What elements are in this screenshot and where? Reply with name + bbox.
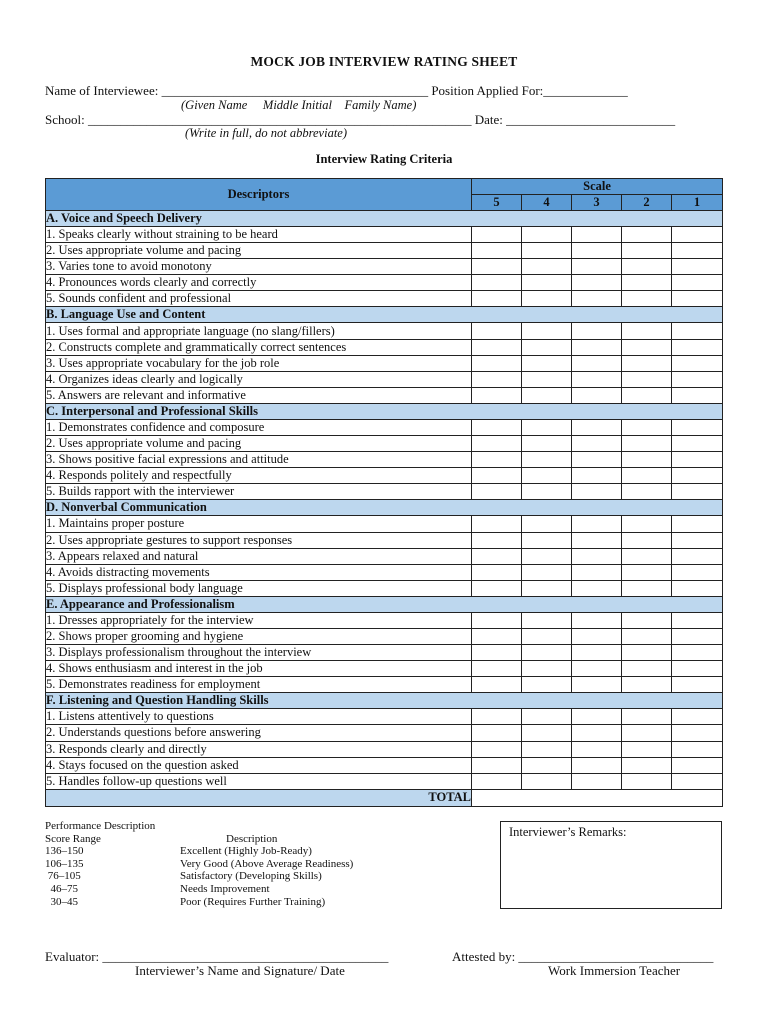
criteria-label: 1. Demonstrates confidence and composure — [46, 419, 472, 435]
score-cell-2[interactable] — [622, 371, 672, 387]
score-cell-3[interactable] — [572, 259, 622, 275]
score-cell-5[interactable] — [472, 436, 522, 452]
criteria-row — [46, 612, 723, 628]
score-cell-2[interactable] — [622, 452, 672, 468]
score-cell-1[interactable] — [672, 645, 723, 661]
score-cell-3[interactable] — [572, 339, 622, 355]
criteria-row — [46, 323, 723, 339]
score-cell-2[interactable] — [622, 709, 672, 725]
score-cell-5[interactable] — [472, 773, 522, 789]
score-cell-1[interactable] — [672, 227, 723, 243]
score-cell-4[interactable] — [522, 259, 572, 275]
score-cell-1[interactable] — [672, 532, 723, 548]
score-cell-4[interactable] — [522, 532, 572, 548]
score-cell-1[interactable] — [672, 628, 723, 644]
score-cell-1[interactable] — [672, 484, 723, 500]
remarks-label: Interviewer’s Remarks: — [509, 825, 627, 839]
score-cell-1[interactable] — [672, 259, 723, 275]
criteria-row — [46, 452, 723, 468]
score-cell-2[interactable] — [622, 725, 672, 741]
score-cell-3[interactable] — [572, 580, 622, 596]
score-cell-5[interactable] — [472, 661, 522, 677]
score-cell-4[interactable] — [522, 628, 572, 644]
score-cell-3[interactable] — [572, 387, 622, 403]
score-cell-5[interactable] — [472, 741, 522, 757]
score-cell-5[interactable] — [472, 355, 522, 371]
criteria-label: 5. Handles follow-up questions well — [46, 773, 472, 789]
criteria-row — [46, 339, 723, 355]
score-cell-3[interactable] — [572, 628, 622, 644]
total-score-cell[interactable] — [472, 789, 723, 806]
criteria-label: 4. Avoids distracting movements — [46, 564, 472, 580]
criteria-row — [46, 628, 723, 644]
score-cell-5[interactable] — [472, 291, 522, 307]
criteria-label: 3. Varies tone to avoid monotony — [46, 259, 472, 275]
score-range-header: Score Range — [45, 832, 101, 845]
criteria-label: 4. Stays focused on the question asked — [46, 757, 472, 773]
criteria-label: 3. Responds clearly and directly — [46, 741, 472, 757]
criteria-row — [46, 419, 723, 435]
score-cell-2[interactable] — [622, 741, 672, 757]
criteria-row — [46, 291, 723, 307]
criteria-row — [46, 564, 723, 580]
criteria-label: 5. Answers are relevant and informative — [46, 387, 472, 403]
criteria-label: 5. Builds rapport with the interviewer — [46, 484, 472, 500]
score-cell-2[interactable] — [622, 436, 672, 452]
criteria-row — [46, 532, 723, 548]
score-cell-5[interactable] — [472, 275, 522, 291]
score-cell-1[interactable] — [672, 387, 723, 403]
score-cell-1[interactable] — [672, 677, 723, 693]
score-cell-1[interactable] — [672, 580, 723, 596]
score-cell-1[interactable] — [672, 452, 723, 468]
criteria-label: 1. Dresses appropriately for the interview — [46, 612, 472, 628]
section-heading: B. Language Use and Content — [46, 307, 723, 323]
score-cell-5[interactable] — [472, 371, 522, 387]
criteria-label: 3. Shows positive facial expressions and attitude — [46, 452, 472, 468]
score-cell-3[interactable] — [572, 371, 622, 387]
score-cell-3[interactable] — [572, 677, 622, 693]
criteria-row — [46, 677, 723, 693]
score-description: Very Good (Above Average Readiness) — [180, 857, 354, 870]
score-cell-5[interactable] — [472, 709, 522, 725]
score-description: Poor (Requires Further Training) — [180, 895, 326, 908]
score-cell-4[interactable] — [522, 484, 572, 500]
score-cell-3[interactable] — [572, 725, 622, 741]
score-cell-2[interactable] — [622, 387, 672, 403]
performance-row — [45, 845, 430, 858]
score-cell-5[interactable] — [472, 516, 522, 532]
score-cell-2[interactable] — [622, 355, 672, 371]
score-cell-3[interactable] — [572, 436, 622, 452]
score-cell-1[interactable] — [672, 725, 723, 741]
score-cell-3[interactable] — [572, 709, 622, 725]
score-cell-4[interactable] — [522, 387, 572, 403]
criteria-label: 1. Listens attentively to questions — [46, 709, 472, 725]
criteria-label: 3. Uses appropriate vocabulary for the job role — [46, 355, 472, 371]
criteria-row — [46, 275, 723, 291]
criteria-row — [46, 436, 723, 452]
score-cell-1[interactable] — [672, 419, 723, 435]
criteria-row — [46, 484, 723, 500]
score-cell-1[interactable] — [672, 741, 723, 757]
score-cell-4[interactable] — [522, 580, 572, 596]
score-cell-4[interactable] — [522, 468, 572, 484]
criteria-row — [46, 580, 723, 596]
score-cell-5[interactable] — [472, 323, 522, 339]
criteria-label: 1. Uses formal and appropriate language (no slang/fillers) — [46, 323, 472, 339]
score-cell-1[interactable] — [672, 548, 723, 564]
score-cell-4[interactable] — [522, 741, 572, 757]
score-cell-5[interactable] — [472, 677, 522, 693]
score-cell-1[interactable] — [672, 275, 723, 291]
criteria-label: 2. Uses appropriate volume and pacing — [46, 243, 472, 259]
score-cell-2[interactable] — [622, 548, 672, 564]
criteria-label: 1. Speaks clearly without straining to be heard — [46, 227, 472, 243]
score-cell-1[interactable] — [672, 371, 723, 387]
score-cell-1[interactable] — [672, 468, 723, 484]
performance-row — [45, 883, 430, 896]
score-cell-3[interactable] — [572, 275, 622, 291]
score-cell-4[interactable] — [522, 291, 572, 307]
performance-description — [45, 820, 430, 908]
score-cell-4[interactable] — [522, 275, 572, 291]
criteria-row — [46, 355, 723, 371]
section-heading: E. Appearance and Professionalism — [46, 596, 723, 612]
description-header: Description — [226, 832, 278, 845]
score-description: Needs Improvement — [180, 882, 270, 895]
score-cell-5[interactable] — [472, 645, 522, 661]
criteria-row — [46, 709, 723, 725]
name-hint: (Given Name Middle Initial Family Name) — [181, 98, 417, 112]
score-cell-5[interactable] — [472, 419, 522, 435]
score-cell-5[interactable] — [472, 628, 522, 644]
performance-row — [45, 870, 430, 883]
section-heading: F. Listening and Question Handling Skills — [46, 693, 723, 709]
score-cell-2[interactable] — [622, 773, 672, 789]
score-cell-2[interactable] — [622, 516, 672, 532]
school-hint: (Write in full, do not abbreviate) — [185, 126, 348, 140]
score-cell-4[interactable] — [522, 516, 572, 532]
score-cell-2[interactable] — [622, 677, 672, 693]
score-cell-5[interactable] — [472, 484, 522, 500]
criteria-row — [46, 227, 723, 243]
criteria-label: 4. Pronounces words clearly and correctly — [46, 275, 472, 291]
score-cell-5[interactable] — [472, 532, 522, 548]
evaluator-caption: Interviewer’s Name and Signature/ Date — [135, 963, 345, 978]
criteria-row — [46, 773, 723, 789]
score-cell-1[interactable] — [672, 773, 723, 789]
criteria-label: 2. Uses appropriate gestures to support responses — [46, 532, 472, 548]
criteria-label: 2. Shows proper grooming and hygiene — [46, 628, 472, 644]
score-cell-5[interactable] — [472, 259, 522, 275]
score-cell-3[interactable] — [572, 419, 622, 435]
score-cell-5[interactable] — [472, 387, 522, 403]
score-cell-3[interactable] — [572, 564, 622, 580]
score-cell-1[interactable] — [672, 291, 723, 307]
score-cell-2[interactable] — [622, 227, 672, 243]
score-cell-2[interactable] — [622, 532, 672, 548]
scale-value-1: 1 — [672, 195, 723, 211]
interviewee-name-field[interactable]: Name of Interviewee: _________________________________________ Position Applied For:_____________ — [45, 83, 628, 98]
score-cell-2[interactable] — [622, 564, 672, 580]
criteria-row — [46, 259, 723, 275]
score-cell-4[interactable] — [522, 661, 572, 677]
score-cell-4[interactable] — [522, 725, 572, 741]
section-heading: C. Interpersonal and Professional Skills — [46, 403, 723, 419]
scale-value-2: 2 — [622, 195, 672, 211]
criteria-label: 4. Organizes ideas clearly and logically — [46, 371, 472, 387]
score-cell-4[interactable] — [522, 757, 572, 773]
performance-row — [45, 896, 430, 909]
scale-header: Scale — [472, 179, 723, 195]
criteria-row — [46, 645, 723, 661]
score-cell-2[interactable] — [622, 628, 672, 644]
school-field[interactable]: School: ___________________________________________________________ Date: __________________________ — [45, 112, 676, 127]
score-cell-3[interactable] — [572, 243, 622, 259]
score-cell-3[interactable] — [572, 645, 622, 661]
criteria-label: 3. Appears relaxed and natural — [46, 548, 472, 564]
score-cell-3[interactable] — [572, 741, 622, 757]
criteria-label: 4. Shows enthusiasm and interest in the job — [46, 661, 472, 677]
criteria-label: 5. Sounds confident and professional — [46, 291, 472, 307]
total-label: TOTAL — [46, 789, 472, 806]
score-cell-1[interactable] — [672, 564, 723, 580]
criteria-label: 5. Demonstrates readiness for employment — [46, 677, 472, 693]
scale-value-4: 4 — [522, 195, 572, 211]
score-cell-3[interactable] — [572, 773, 622, 789]
criteria-row — [46, 387, 723, 403]
criteria-row — [46, 516, 723, 532]
score-cell-4[interactable] — [522, 371, 572, 387]
score-cell-2[interactable] — [622, 580, 672, 596]
score-cell-5[interactable] — [472, 580, 522, 596]
score-cell-5[interactable] — [472, 243, 522, 259]
criteria-label: 1. Maintains proper posture — [46, 516, 472, 532]
score-cell-5[interactable] — [472, 468, 522, 484]
score-cell-4[interactable] — [522, 612, 572, 628]
score-description: Excellent (Highly Job-Ready) — [180, 845, 312, 858]
score-cell-4[interactable] — [522, 339, 572, 355]
score-cell-3[interactable] — [572, 757, 622, 773]
score-range: 46–75 — [45, 882, 78, 895]
score-cell-2[interactable] — [622, 661, 672, 677]
score-range: 136–150 — [45, 845, 84, 858]
score-cell-4[interactable] — [522, 419, 572, 435]
score-cell-3[interactable] — [572, 468, 622, 484]
scale-value-3: 3 — [572, 195, 622, 211]
score-cell-3[interactable] — [572, 484, 622, 500]
score-cell-1[interactable] — [672, 355, 723, 371]
score-cell-4[interactable] — [522, 645, 572, 661]
page-title: MOCK JOB INTERVIEW RATING SHEET — [250, 54, 518, 69]
score-cell-4[interactable] — [522, 564, 572, 580]
score-cell-4[interactable] — [522, 355, 572, 371]
criteria-row — [46, 548, 723, 564]
score-cell-2[interactable] — [622, 468, 672, 484]
criteria-row — [46, 243, 723, 259]
score-cell-4[interactable] — [522, 323, 572, 339]
score-cell-4[interactable] — [522, 548, 572, 564]
criteria-row — [46, 741, 723, 757]
score-cell-2[interactable] — [622, 419, 672, 435]
score-cell-3[interactable] — [572, 355, 622, 371]
score-cell-2[interactable] — [622, 243, 672, 259]
score-cell-1[interactable] — [672, 243, 723, 259]
performance-row — [45, 858, 430, 871]
score-cell-2[interactable] — [622, 323, 672, 339]
score-range: 30–45 — [45, 895, 78, 908]
scale-value-5: 5 — [472, 195, 522, 211]
criteria-label: 3. Displays professionalism throughout the interview — [46, 645, 472, 661]
score-cell-3[interactable] — [572, 452, 622, 468]
score-cell-3[interactable] — [572, 291, 622, 307]
score-cell-2[interactable] — [622, 484, 672, 500]
descriptors-header: Descriptors — [46, 179, 472, 211]
evaluator-signature-line[interactable]: Evaluator: ____________________________________________ — [45, 949, 389, 964]
score-cell-5[interactable] — [472, 548, 522, 564]
criteria-label: 5. Displays professional body language — [46, 580, 472, 596]
score-cell-1[interactable] — [672, 709, 723, 725]
score-cell-4[interactable] — [522, 709, 572, 725]
score-cell-2[interactable] — [622, 339, 672, 355]
score-cell-3[interactable] — [572, 661, 622, 677]
score-cell-2[interactable] — [622, 291, 672, 307]
remarks-box[interactable] — [500, 821, 722, 909]
section-heading: A. Voice and Speech Delivery — [46, 211, 723, 227]
criteria-row — [46, 468, 723, 484]
score-cell-3[interactable] — [572, 612, 622, 628]
score-cell-5[interactable] — [472, 725, 522, 741]
criteria-row — [46, 371, 723, 387]
score-cell-2[interactable] — [622, 757, 672, 773]
criteria-row — [46, 661, 723, 677]
criteria-label: 2. Understands questions before answering — [46, 725, 472, 741]
score-cell-4[interactable] — [522, 243, 572, 259]
criteria-row — [46, 725, 723, 741]
score-range: 106–135 — [45, 857, 84, 870]
score-cell-1[interactable] — [672, 516, 723, 532]
criteria-title: Interview Rating Criteria — [315, 152, 453, 166]
criteria-label: 4. Responds politely and respectfully — [46, 468, 472, 484]
score-cell-4[interactable] — [522, 227, 572, 243]
score-cell-5[interactable] — [472, 612, 522, 628]
score-cell-1[interactable] — [672, 757, 723, 773]
score-cell-5[interactable] — [472, 452, 522, 468]
score-cell-1[interactable] — [672, 323, 723, 339]
rating-table — [45, 178, 723, 807]
performance-heading: Performance Description — [45, 820, 156, 832]
score-cell-3[interactable] — [572, 516, 622, 532]
score-range: 76–105 — [45, 870, 81, 883]
score-cell-2[interactable] — [622, 259, 672, 275]
criteria-row — [46, 757, 723, 773]
score-cell-4[interactable] — [522, 436, 572, 452]
score-cell-5[interactable] — [472, 227, 522, 243]
score-description: Satisfactory (Developing Skills) — [180, 870, 322, 883]
score-cell-4[interactable] — [522, 677, 572, 693]
score-cell-3[interactable] — [572, 227, 622, 243]
score-cell-2[interactable] — [622, 275, 672, 291]
score-cell-1[interactable] — [672, 339, 723, 355]
criteria-label: 2. Constructs complete and grammatically correct sentences — [46, 339, 472, 355]
attested-signature-line[interactable]: Attested by: ______________________________ — [452, 949, 714, 964]
criteria-label: 2. Uses appropriate volume and pacing — [46, 436, 472, 452]
score-cell-1[interactable] — [672, 661, 723, 677]
score-cell-2[interactable] — [622, 612, 672, 628]
section-heading: D. Nonverbal Communication — [46, 500, 723, 516]
score-cell-2[interactable] — [622, 645, 672, 661]
score-cell-5[interactable] — [472, 564, 522, 580]
score-cell-5[interactable] — [472, 339, 522, 355]
score-cell-3[interactable] — [572, 323, 622, 339]
score-cell-1[interactable] — [672, 436, 723, 452]
score-cell-3[interactable] — [572, 548, 622, 564]
score-cell-1[interactable] — [672, 612, 723, 628]
score-cell-4[interactable] — [522, 773, 572, 789]
score-cell-5[interactable] — [472, 757, 522, 773]
score-cell-4[interactable] — [522, 452, 572, 468]
score-cell-3[interactable] — [572, 532, 622, 548]
attested-caption: Work Immersion Teacher — [548, 963, 681, 978]
